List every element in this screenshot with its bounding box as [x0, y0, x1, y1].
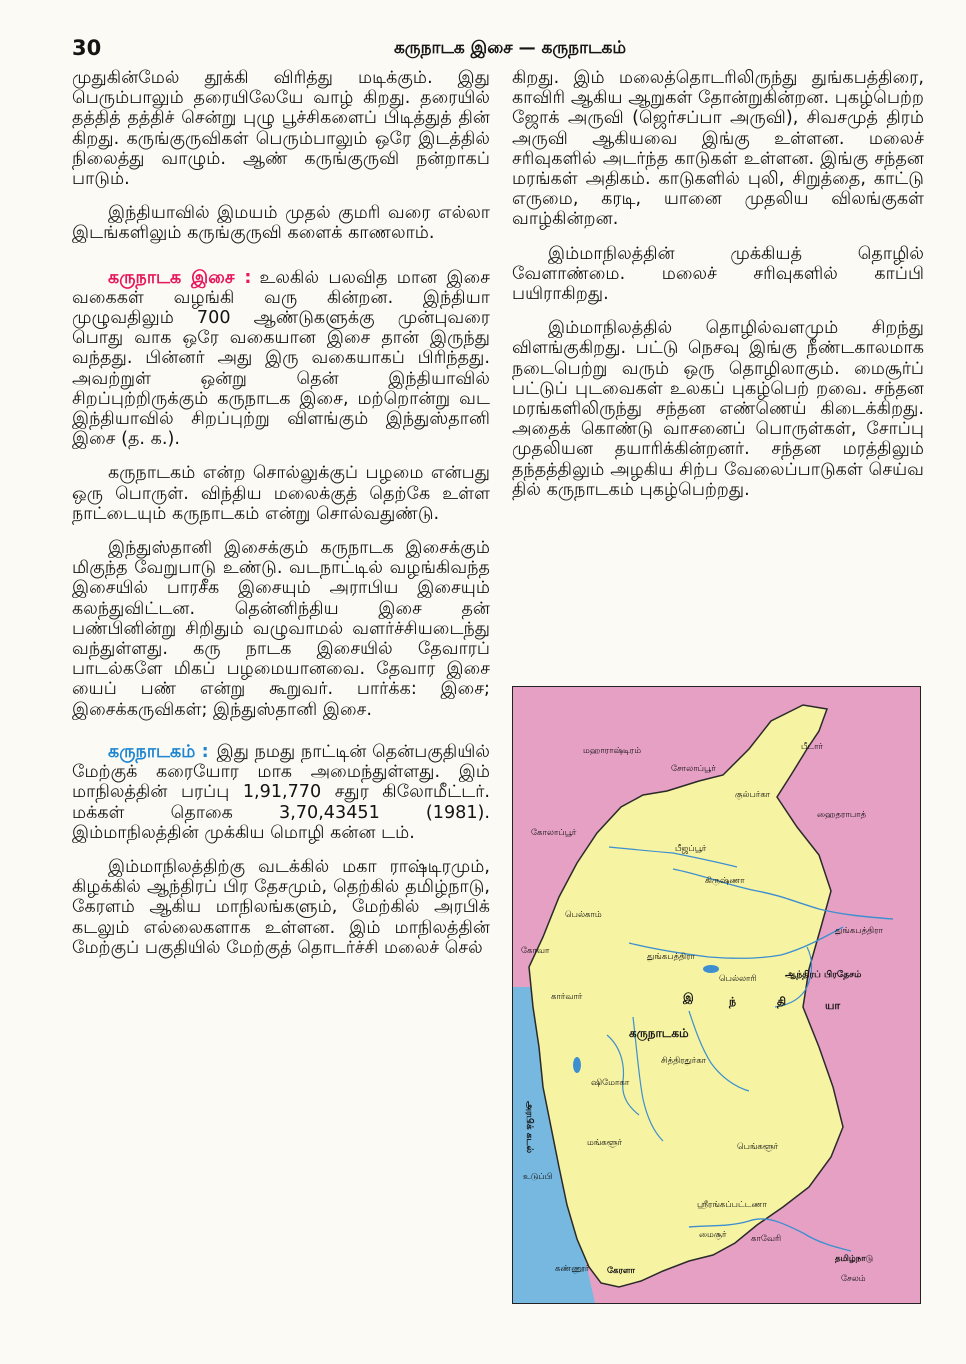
map-label-kolhapur: கோலாப்பூர்: [531, 828, 577, 838]
map-label-kaveri: காவேரி: [751, 1234, 782, 1244]
left-column: [72, 68, 490, 972]
map-label-belgaum: பெல்காம்: [565, 910, 602, 920]
map-label-solapur: சோலாப்பூர்: [671, 764, 716, 774]
paragraph-bird: முதுகின்மேல் தூக்கி விரித்து மடிக்கும். இது பெரும்பாலும் தரையிலேயே வாழ் கிறது. தரையில் தத்தித் தத்திச் சென்று புழு பூச்சிகளைப் பிடித்துத் தின் கிறது. கருங்குருவிகள் பெரும்பாலும் ஒரே இடத்தில் நிலைத்து வாழும். ஆண் கருங்குருவி நன்றாகப் பாடும்.: [72, 68, 490, 190]
map-label-hyderabad: ஹைதராபாத்: [817, 810, 867, 820]
page-number: 30: [72, 36, 102, 60]
map-label-gulbarga: குல்பர்கா: [735, 790, 771, 800]
map-tungabhadra-dam: [703, 965, 719, 973]
map-label-tungabhadra: துங்கபத்திரா: [835, 926, 883, 936]
entry-body-karnataka-music: உலகில் பலவித மான இசை வகைகள் வழங்கி வரு கின்றன. இந்தியா முழுவதிலும் 700 ஆண்டுகளுக்கு முன்புவரை பொது வாக ஒரே வகையான இசை தான் இருந்து வந்தது. பின்னர் அது இரு வகையாகப் பிரிந்தது. அவற்றுள் ஒன்று தென் இந்தியாவில் சிறப்புற்றிருக்கும் கருநாடக இசை, மற்றொன்று வட இந்தியாவில் சிறப்புற்று விளங்கும் இந்துஸ்தானி இசை (த. க.).: [72, 267, 490, 450]
map-label-bijapur: பீஜப்பூர்: [675, 844, 707, 854]
map-label-goa: கோவா: [521, 946, 550, 956]
entry-heading-karnataka-state: கருநாடகம் :: [108, 741, 209, 762]
map-label-mysore: மைசூர்: [699, 1230, 727, 1240]
map-label-srirangapatna: ஸ்ரீரங்கப்பட்டணா: [697, 1200, 767, 1210]
map-reservoir: [573, 1057, 581, 1073]
page-header: [0, 0, 966, 70]
paragraph-agriculture: இம்மாநிலத்தின் முக்கியத் தொழில் வேளாண்மை. மலைச் சரிவுகளில் காப்பி பயிராகிறது.: [512, 243, 924, 305]
map-label-kannur: கண்ணூர்: [555, 1264, 590, 1274]
map-label-salem: சேலம்: [841, 1274, 866, 1284]
map-label-chitradurga: சித்திரதுர்கா: [661, 1056, 707, 1066]
right-column: [512, 68, 924, 514]
paragraph-bird-range: இந்தியாவில் இமயம் முதல் குமரி வரை எல்லா இடங்களிலும் கருங்குருவி களைக் காணலாம்.: [72, 203, 490, 244]
entry-karnataka-state: [72, 742, 490, 843]
map-svg: [513, 687, 920, 1303]
paragraph-rivers-forests: கிறது. இம் மலைத்தொடரிலிருந்து துங்கபத்திரை, காவிரி ஆகிய ஆறுகள் தோன்றுகின்றன. புகழ்பெற்ற ஜோக் அருவி (ஜெர்சப்பா அருவி), சிவசமுத் திரம் அருவி ஆகியவை இங்கு உள்ளன. மலைச் சரிவுகளில் அடர்ந்த காடுகள் உள்ளன. இங்கு சந்தன மரங்கள் அதிகம். காடுகளில் புலி, சிறுத்தை, காட்டு எருமை, கரடி, யானை முதலிய விலங்குகள் வாழ்கின்றன.: [512, 68, 924, 230]
map-label-tamilnadu: தமிழ்நாடு: [835, 1254, 874, 1264]
map-label-shimoga: ஷிமோகா: [591, 1078, 630, 1088]
map-label-india-2: ந்: [729, 995, 737, 1008]
map-label-india-3: தி: [777, 995, 787, 1008]
map-label-udupi: உடுப்பி: [523, 1172, 553, 1182]
map-label-kerala: கேரளா: [607, 1266, 635, 1276]
map-label-india-4: யா: [825, 999, 841, 1012]
entry-karnataka-music: [72, 268, 490, 450]
paragraph-borders: இம்மாநிலத்திற்கு வடக்கில் மகா ராஷ்டிரமும், கிழக்கில் ஆந்திரப் பிர தேசமும், தெற்கில் தமிழ்நாடு, கேரளம் ஆகிய மாநிலங்களும், மேற்கில் அரபிக் கடலும் எல்லைகளாக உள்ளன. இம் மாநிலத்தின் மேற்குப் பகுதியில் மேற்குத் தொடர்ச்சி மலைச் செல்: [72, 856, 490, 958]
paragraph-karnataka-meaning: கருநாடகம் என்ற சொல்லுக்குப் பழமை என்பது ஒரு பொருள். விந்திய மலைக்குத் தெற்கே உள்ள நாட்டையும் கருநாடகம் என்று சொல்வதுண்டு.: [72, 463, 490, 524]
map-label-bangalore: பெங்களூர்: [737, 1142, 779, 1152]
map-label-bidar: பீடார்: [801, 742, 823, 752]
entry-body-karnataka-state: இது நமது நாட்டின் தென்பகுதியில் மேற்குக் கரையோர மாக அமைந்துள்ளது. இம் மாநிலத்தின் பரப்பு 1,91,770 சதுர கிலோமீட்டர். மக்கள் தொகை 3,70,43451 (1981). இம்மாநிலத்தின் முக்கிய மொழி கன்ன டம்.: [72, 741, 490, 843]
map-label-tungabhadra-dam: துங்கபத்திரா: [647, 952, 695, 962]
map-label-karnataka: கருநாடகம்: [629, 1026, 689, 1040]
map-label-krishna: கிருஷ்ணா: [705, 876, 745, 886]
map-label-arabian-sea: அரபிக் கடல்: [524, 1101, 534, 1154]
map-label-india-1: இ: [683, 991, 694, 1004]
map-label-bellary: பெல்லாரி: [719, 974, 757, 984]
map-label-andhra: ஆந்திரப் பிரதேசம்: [785, 970, 862, 980]
paragraph-industry: இம்மாநிலத்தில் தொழில்வளமும் சிறந்து விளங்குகிறது. பட்டு நெசவு இங்கு நீண்டகாலமாக நடைபெற்று வரும் ஒரு தொழிலாகும். மைசூர்ப் பட்டுப் புடவைகள் உலகப் புகழ்பெற் றவை. சந்தன மரங்களிலிருந்து சந்தன எண்ணெய் கிடைக்கிறது. அதைக் கொண்டு வாசனைப் பொருள்கள், சோப்பு முதலியன தயாரிக்கின்றனர். சந்தன மரத்திலும் தந்தத்திலும் அழகிய சிற்ப வேலைப்பாடுகள் செய்வ தில் கருநாடகம் புகழ்பெற்றது.: [512, 318, 924, 500]
map-label-mangalore: மங்களூர்: [587, 1138, 623, 1148]
map-label-karwar: கார்வார்: [551, 992, 583, 1002]
karnataka-map: [512, 686, 921, 1304]
running-head: கருநாடக இசை — கருநாடகம்: [393, 38, 627, 58]
paragraph-music-difference: இந்துஸ்தானி இசைக்கும் கருநாடக இசைக்கும் மிகுந்த வேறுபாடு உண்டு. வடநாட்டில் வழங்கிவந்த இசையில் பாரசீக இசையும் அராபிய இசையும் கலந்துவிட்டன. தென்னிந்திய இசை தன் பண்பினின்று சிறிதும் வழுவாமல் வளர்ச்சியடைந்து வந்துள்ளது. கரு நாடக இசையில் தேவாரப் பாடல்களே மிகப் பழமையானவை. தேவார இசை யைப் பண் என்று கூறுவர். பார்க்க: இசை; இசைக்கருவிகள்; இந்துஸ்தானி இசை.: [72, 538, 490, 720]
entry-heading-karnataka-music: கருநாடக இசை :: [108, 267, 252, 288]
map-label-maharashtra: மஹாராஷ்டிரம்: [583, 746, 642, 756]
